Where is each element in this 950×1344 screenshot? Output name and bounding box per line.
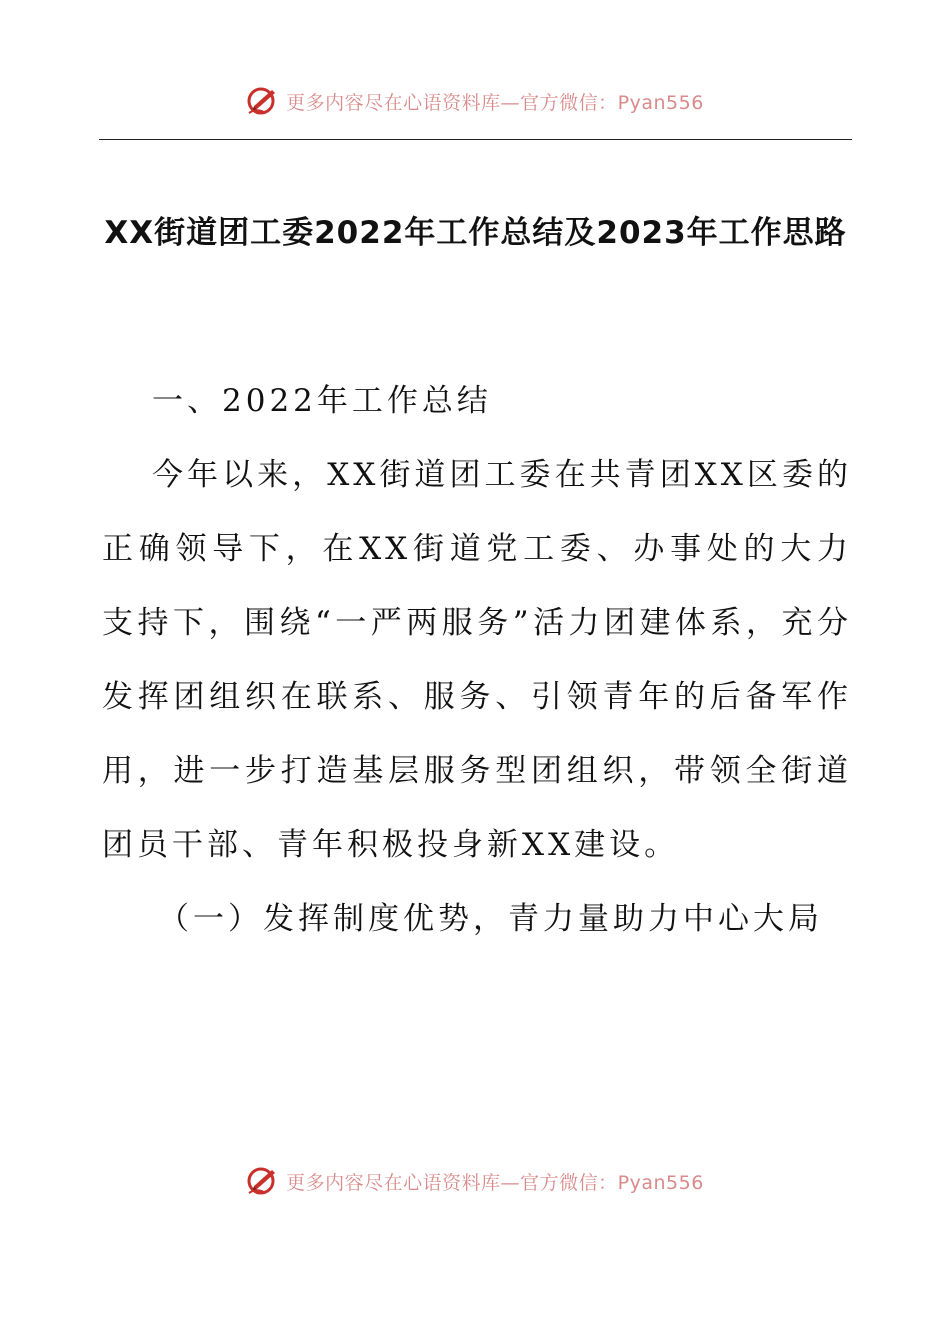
wechat-id: Pyan556 <box>617 1171 704 1194</box>
header-divider <box>99 139 852 140</box>
subheading: （一）发挥制度优势，青力量助力中心大局 <box>158 901 823 937</box>
watermark-text: 更多内容尽在心语资料库—官方微信：Pyan556 <box>286 91 704 114</box>
wechat-id: Pyan556 <box>617 91 704 114</box>
document-title: XX街道团工委2022年工作总结及2023年工作思路 <box>104 215 847 251</box>
section-heading: 一、2022年工作总结 <box>152 383 492 419</box>
pen-logo-icon <box>246 84 280 118</box>
document-body <box>102 364 852 956</box>
watermark-text: 更多内容尽在心语资料库—官方微信：Pyan556 <box>286 1171 704 1194</box>
footer-watermark <box>0 1164 950 1198</box>
intro-paragraph: 今年以来，XX街道团工委在共青团XX区委的正确领导下，在XX街道党工委、办事处的大力支持下，围绕“一严两服务”活力团建体系，充分发挥团组织在联系、服务、引领青年的后备军作用，进一步打造基层服务型团组织，带领全街道团员干部、青年积极投身新XX建设。 <box>102 457 852 863</box>
pen-logo-icon <box>246 1164 280 1198</box>
header-watermark <box>0 84 950 118</box>
